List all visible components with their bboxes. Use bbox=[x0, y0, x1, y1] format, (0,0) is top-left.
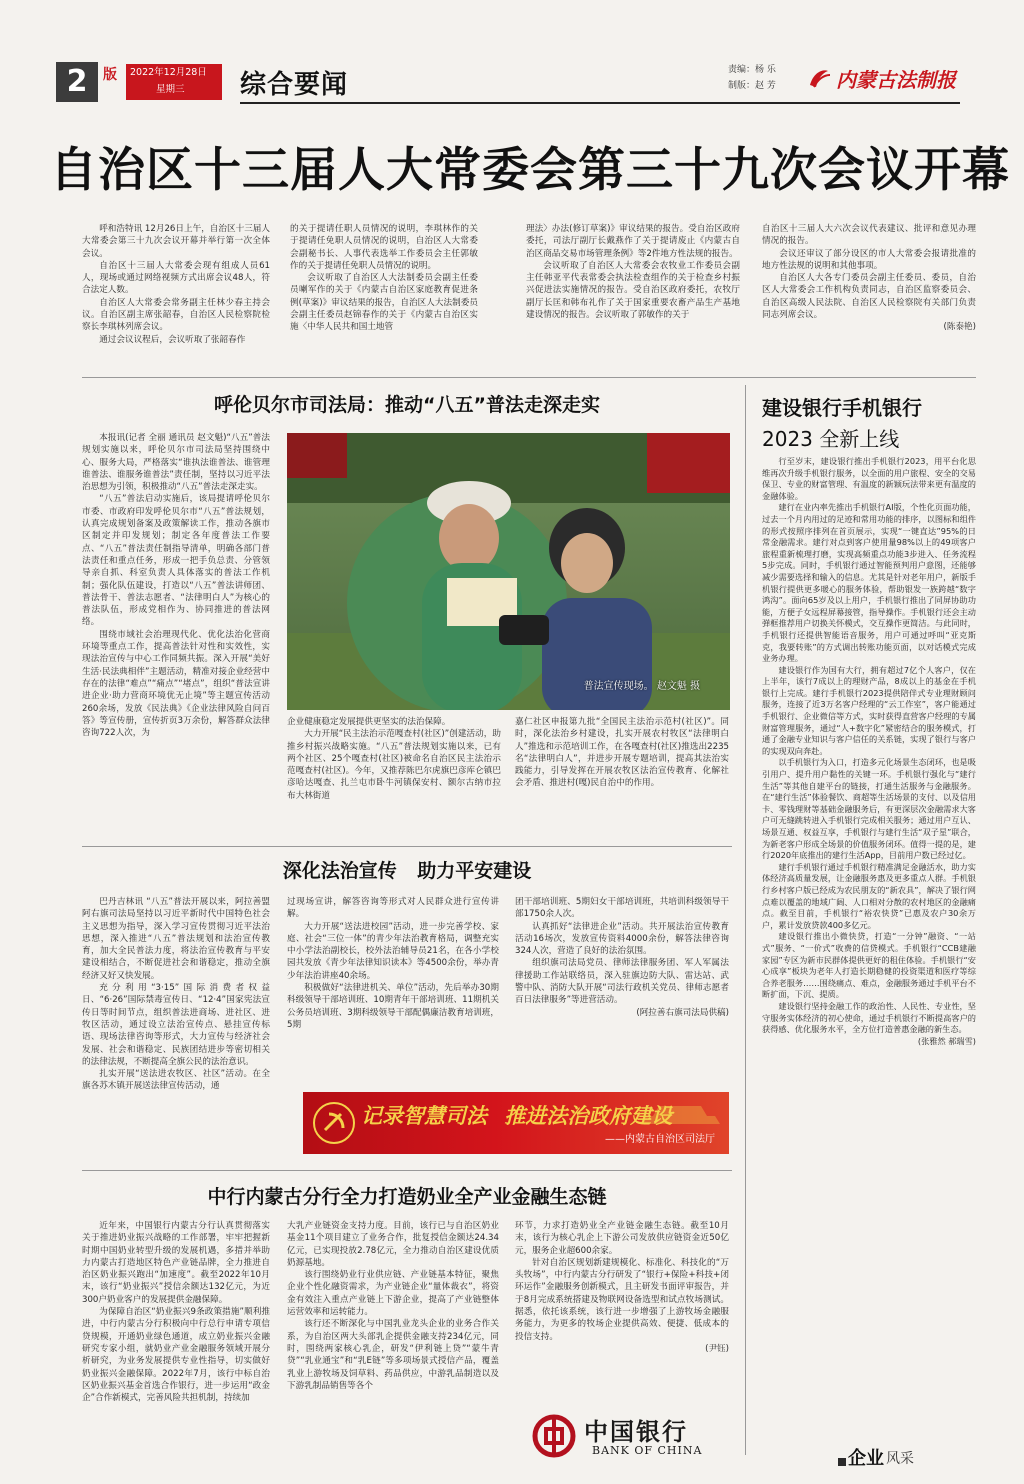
article3-para: 组织旗司法局党员、律师法律服务团、军人军属法律援助工作站联络员，深入驻旗边防大队、雷达站、武警中队、消防大队开展“司法行政机关党员、律师志愿者百日法律服务”等进营活动。 bbox=[515, 958, 729, 1006]
sidebar-headline-line-1: 建设银行手机银行 bbox=[762, 396, 922, 420]
lead-col-4 bbox=[762, 223, 976, 334]
sidebar-body bbox=[762, 456, 976, 1047]
article4-para: 环节，力求打造奶业全产业链金融生态链。截至10月末，该行为核心乳企上下游公司发放供应链资金近50亿元，服务企业超600余家。 bbox=[515, 1221, 729, 1256]
article2-col-2 bbox=[287, 716, 501, 802]
sidebar-signature: (张雅然 郝瑞雪) bbox=[917, 1035, 976, 1046]
banner-org: ——内蒙古自治区司法厅 bbox=[605, 1134, 715, 1145]
article2-col-1 bbox=[82, 432, 270, 739]
boc-name-cn: 中国银行 bbox=[584, 1417, 688, 1446]
paper-logo bbox=[806, 62, 956, 94]
bank-of-china-icon bbox=[532, 1414, 576, 1458]
article4-para: 近年来，中国银行内蒙古分行认真贯彻落实关于推进奶业振兴战略的工作部署，牢牢把握新时期中国奶业转型升级的发展机遇，多措并举助力内蒙古打造地区特色产业链品牌，全力推进自治区奶业振兴跑出“加速度”。截至2022年10月末，该行“奶业振兴”授信余额达132亿元，为近300户奶业客户的发展提供金融保障。 bbox=[82, 1221, 270, 1305]
lead-headline: 自治区十三届人大常委会第三十九次会议开幕 bbox=[50, 143, 1010, 198]
section-name: 综合要闻 bbox=[240, 70, 349, 100]
article2-para: 围绕市域社会治理现代化、优化法治化营商环境等重点工作，提高普法针对性和实效性，实现法治宣传与中心工作同频共振。深入开展“美好生活·民法典相伴”主题活动，精准对接企业经营中存在的法律“难点”“痛点”“堵点”，组织“普法宣讲进企业·助力营商环境优无止境”等主题宣传活动260余场，发放《民法典》《企业法律风险自问百答》等宣传册，宣传折页3万余份，解答群众法律咨询722人次，为 bbox=[82, 629, 270, 739]
boc-name-en: BANK OF CHINA bbox=[592, 1444, 703, 1457]
sidebar-headline-line-2: 2023 全新上线 bbox=[762, 427, 900, 451]
tag-light: 风采 bbox=[886, 1451, 914, 1467]
paper-logo-icon bbox=[806, 65, 832, 91]
article4-col-3 bbox=[515, 1220, 729, 1355]
article2-para: 嘉仁社区申报第九批“全国民主法治示范村(社区)”。同时，深化法治乡村建设，扎实开展农村牧区“法律明白人”推选和示范培训工作，在各嘎查村(社区)推选出2235名“法律明白人”，并进步开展专题培训，提高其法治实践能力，引导发挥在开展农牧区法治宣传教育、化解社会矛盾、推进村(嘎)民自治中的作用。 bbox=[515, 717, 729, 789]
paper-name: 内蒙古法制报 bbox=[836, 68, 956, 92]
photo-illustration bbox=[287, 433, 730, 710]
article3-para: 扎实开展“送法进农牧区、社区”活动。在全旗各苏木镇开展送法律宣传活动，通 bbox=[82, 1069, 270, 1092]
page-number-box bbox=[56, 62, 98, 102]
lead-para: 会议还审议了部分设区的市人大常委会报请批准的地方性法规的说明和其他事项。 bbox=[762, 248, 976, 271]
article2-para: 本报讯(记者 全丽 通讯员 赵文魁)“八五”普法规划实施以来，呼伦贝尔市司法局坚持围绕中心、服务大局，严格落实“谁执法谁普法、谁管理谁普法、谁服务谁普法”责任制，坚持以习近平法治思想为引领，积极推动“八五”普法走深走实。 bbox=[82, 433, 270, 493]
article3-col-1 bbox=[82, 896, 270, 1093]
banner-slogan: 记录智慧司法 推进法治政府建设 bbox=[361, 1104, 673, 1128]
article3-para: 过现场宣讲，解答咨询等形式对人民群众进行宣传讲解。 bbox=[287, 897, 499, 920]
article3-para: 大力开展“送法进校园”活动，进一步完善学校、家庭、社会“三位一体”的青少年法治教育格局，调整充实中小学法治副校长，校外法治辅导员21名，在各小学校园共发放《青少年法律知识读本》等4500余份，举办青少年法治讲座40余场。 bbox=[287, 921, 499, 981]
page-number: 2 bbox=[66, 64, 88, 99]
section-tag bbox=[838, 1444, 978, 1474]
tiananmen-icon bbox=[635, 1094, 725, 1134]
article2-para: 大力开展“民主法治示范嘎查村(社区)”创建活动，助推乡村振兴战略实施。“八五”普法规划实施以来，已有两个社区、25个嘎查村(社区)被命名自治区民主法治示范嘎查村(社区)。今年，又推荐陈巴尔虎旗巴彦库仑镇巴彦哈达嘎查、扎兰屯市卧牛河镇保安村、额尔古纳市拉布大林街道 bbox=[287, 729, 501, 801]
article3-signature: (阿拉善右旗司法局供稿) bbox=[636, 1007, 729, 1018]
masthead bbox=[0, 60, 1024, 110]
sidebar-headline bbox=[762, 392, 976, 452]
lead-para: 会议听取了自治区人大常委会农牧业工作委员会副主任韩亚平代表常委会执法检查组作的关于检查乡村振兴促进法实施情况的报告。受自治区政府委托，农牧厅副厅长匡和韩布礼作了关于国家重要农畜产品生产基地建设情况的报告。会议听取了郭敏作的关于 bbox=[526, 260, 740, 321]
boc-logo bbox=[532, 1412, 732, 1462]
article2-photo bbox=[287, 433, 730, 710]
article3-para: 充分利用“3·15”国际消费者权益日、“6·26”国际禁毒宣传日、“12·4”国家宪法宣传日等时间节点，组织普法进商场、进社区、进牧区活动，通过设立法治宣传点、悬挂宣传标语、现场法律咨询等形式，大力宣传与经济社会发展、社会和谐稳定、民族团结进步等密切相关的法律法规，不断提高全旗公民的法治意识。 bbox=[82, 983, 270, 1067]
issue-date-block bbox=[126, 64, 222, 100]
article3-para: 积极做好“法律进机关、单位”活动，先后举办30期科级领导干部培训班、10期青年干部培训班、11期机关公务员培训班、3期科级领导干部配偶廉洁教育培训班，5期 bbox=[287, 983, 499, 1030]
issue-date: 2022年12月28日 bbox=[130, 67, 207, 78]
column-rule bbox=[745, 385, 746, 1455]
divider bbox=[82, 1170, 732, 1171]
masthead-rule bbox=[240, 102, 960, 104]
article2-para: “八五”普法启动实施后，该局提请呼伦贝尔市委、市政府印发呼伦贝尔市“八五”普法规划，认真完成规划备案及政策解读工作，推动各旗市区制定并印发规划；制定各年度普法工作要点、“八五”普法责任制指导清单，明确各部门普法责任和重点任务，形成一把手负总责、分管领导亲自抓、科室负责人具体落实的普法工作机制；强化队伍建设，打造以“八五”普法讲师团、普法骨干、普法志愿者、“法律明白人”为核心的普法队伍，形成党相作为、协同推进的普法网络。 bbox=[82, 494, 270, 628]
tag-bold: 企业 bbox=[848, 1448, 884, 1469]
article4-headline: 中行内蒙古分行全力打造奶业全产业金融生态链 bbox=[207, 1186, 607, 1208]
article4-para: 该行还不断深化与中国乳业龙头企业的业务合作关系，为自治区两大头部乳企提供金融支持234亿元，同时，围绕两家核心乳企，研发“伊利链上贷”“蒙牛青贷”“乳业通宝”和“乳E链”等多项场景式授信产品，覆盖乳业上游牧场及饲草料、药品供应，中游乳品制造以及下游乳制品销售等各个 bbox=[287, 1319, 499, 1391]
sidebar-para: 建行手机银行通过手机银行精准满足金融活水，助力实体经济高质量发展，让金融服务惠及更多重点人群。手机银行乡村客户版已经成为农民朋友的“新农具”，解决了银行网点难以覆盖的地域广阔、人口相对分散的农村地区的金融痛点。截至目前，手机银行“裕农快贷”已惠及农户30余万户，累计发放贷款400多亿元。 bbox=[762, 861, 976, 930]
article3-col-3 bbox=[515, 896, 729, 1019]
lead-col-2 bbox=[290, 223, 478, 334]
article3-para: 认真抓好“法律进企业”活动。共开展法治宣传教育活动16场次，发放宣传资料4000余份，解答法律咨询324人次，营造了良好的法治氛围。 bbox=[515, 921, 729, 957]
article3-col-2 bbox=[287, 896, 499, 1031]
lead-signature: (陈泰艳) bbox=[943, 322, 976, 333]
issue-weekday: 星期三 bbox=[156, 84, 185, 95]
article3-headline: 深化法治宣传 助力平安建设 bbox=[282, 860, 532, 882]
article4-para: 为保障自治区“奶业振兴9条政策措施”顺利推进，中行内蒙古分行积极向中行总行申请专项信贷规模，开通奶业绿色通道，成立奶业振兴金融研究专家小组，就奶业产业金融服务领域开展分析研究，为业务发展提供专业性指导，切实做好奶业振兴金融保障。2022年7月，该行中标自治区奶业振兴基金首选合作银行，进一步运用“政金企”合作新模式，完善风险共担机制，持续加 bbox=[82, 1307, 270, 1404]
article4-para: 针对自治区规划新建规模化、标准化、科技化的“万头牧场”，中行内蒙古分行研发了“银行+保险+科技+闭环运作”金融服务创新模式，且主研发书面评审报告，并于8月完成系统搭建及物联网设备选型和试点牧场测试。据悉，依托该系统，该行进一步增强了上游牧场金融服务能力，为更多的牧场企业提供高效、便捷、低成本的投信支持。 bbox=[515, 1257, 729, 1342]
article2-para: 企业健康稳定发展提供更坚实的法治保障。 bbox=[287, 717, 451, 727]
sidebar-para: 以手机银行为入口，打造多元化场景生态闭环，也是吸引用户、提升用户黏性的关键一环。手机银行强化与“建行生活”等其他自建平台的链接，打通生活服务与金融服务。在“建行生活”体验餐饮、商超等生活场景的支付、以及信用卡、零钱理财等基础金融服务后，有更深层次金融需求大客户可无缝跳转进入手机银行完成相关服务；通过用户互认、场景互通、权益互享，手机银行与建行生活“双子星”联合，为新老客户形成全场景的价值服务闭环。值得一提的是，建行2020年底推出的建行生活App，目前用户数已经过亿。 bbox=[762, 757, 976, 861]
divider bbox=[82, 846, 732, 847]
lead-col-3 bbox=[526, 223, 740, 321]
divider bbox=[82, 377, 976, 378]
producer-credit: 制版：赵 芳 bbox=[728, 81, 776, 91]
page-ban: 版 bbox=[103, 67, 117, 83]
article3-para: 巴丹吉林讯 “八五”普法开展以来，阿拉善盟阿右旗司法局坚持以习近平新时代中国特色社会主义思想为指导，深入学习宣传贯彻习近平法治思想，深入推进“八五”普法规划和法治宣传教育，加大全民普法力度，将法治宣传教育与平安建设相结合，不断促进社会和谐稳定，推动全旗经济又好又快发展。 bbox=[82, 897, 270, 981]
lead-para: 呼和浩特讯 12月26日上午，自治区十三届人大常委会第三十九次会议开幕并举行第一次全体会议。 bbox=[82, 224, 270, 259]
sidebar-para: 建设银行作为国有大行，拥有超过7亿个人客户，仅在上半年，该行7成以上的理财产品，8成以上的基金在手机银行上完成。建行手机银行2023提供陪伴式专业理财顾问服务，连接了近3万名客户经理的“云工作室”，客户能通过手机银行、企业微信等方式，实时获得直营客户经理的专属财富管理服务，通过“人+数字化”紧密结合的服务模式，打通了金融专业知识与客户信任的关系链，实现了银行与客户的实现双向奔赴。 bbox=[762, 664, 976, 756]
lead-para: 的关于提请任职人员情况的说明，李琪林作的关于提请任免职人员情况的说明，自治区人大常委会副秘书长、人事代表选举工作委员会主任郭敏作的关于提请任免职人员情况的说明。 bbox=[290, 224, 478, 271]
photo-caption: 普法宣传现场。 赵文魁 摄 bbox=[583, 681, 700, 692]
lead-para: 会议听取了自治区人大法制委员会副主任委员喇军作的关于《内蒙古自治区家庭教育促进条例(草案)》审议结果的报告，自治区人大法制委员会副主任委员赵锦春作的关于《内蒙古自治区实施〈中华人民共和国土地管 bbox=[290, 273, 478, 333]
lead-para: 自治区十三届人大常委会现有组成人员61人，现场或通过网络视频方式出席会议48人，符合法定人数。 bbox=[82, 260, 270, 296]
article2-col-3 bbox=[515, 716, 729, 790]
lead-para: 自治区人大常委会常务副主任林少春主持会议。自治区副主席张韶春，自治区人民检察院检察长李琪林列席会议。 bbox=[82, 297, 270, 333]
lead-para: 理法〉办法(修订草案)》审议结果的报告。受自治区政府委托，司法厅副厅长戴燕作了关于提请废止《内蒙古自治区商品交易市场管理条例》等2件地方性法规的报告。 bbox=[526, 224, 740, 259]
lead-para: 自治区十三届人大六次会议代表建议、批评和意见办理情况的报告。 bbox=[762, 224, 976, 247]
lead-para: 自治区人大各专门委员会副主任委员、委员，自治区人大常委会工作机构负责同志，自治区监察委员会、自治区高级人民法院、自治区人民检察院有关部门负责同志列席会议。 bbox=[762, 273, 976, 321]
article2-headline: 呼伦贝尔市司法局：推动“八五”普法走深走实 bbox=[214, 394, 600, 416]
article3-para: 团干部培训班、5期妇女干部培训班，共培训科级领导干部1750余人次。 bbox=[515, 897, 729, 920]
promo-banner bbox=[303, 1092, 729, 1154]
sidebar-para: 建设银行坚持金融工作的政治性、人民性、专业性，坚守服务实体经济的初心使命，通过手机银行不断提高客户的获得感、优化服务水平，全方位打造普惠金融的新生态。 bbox=[762, 1000, 976, 1035]
article4-col-1 bbox=[82, 1220, 270, 1404]
lead-col-1 bbox=[82, 223, 270, 346]
article4-para: 该行围绕奶业行业供应链、产业链基本特征，聚焦企业个性化融资需求，为产业链企业“量体裁衣”，将资金有效注入重点产业链上下游企业，提高了产业链整体运营效率和运转能力。 bbox=[287, 1270, 499, 1318]
article4-signature: (尹钰) bbox=[705, 1343, 729, 1354]
sidebar-para: 建设银行推出小微快贷，打造“一分钟”融资、“一站式”服务、“一价式”收费的信贷模式。手机银行“CCB建融家园”专区为新市民群体提供更好的租住体验。手机银行“安心成享”板块为老年人打造长期稳健的投资渠道和医疗等综合养老服务……围绕痛点、难点，金融服务通过手机平台不断扩面，下沉、提质。 bbox=[762, 931, 976, 1000]
article4-col-2 bbox=[287, 1220, 499, 1392]
sidebar-para: 行至岁末，建设银行推出手机银行2023，用平台化思维再次升级手机银行服务，以全面的用户旅程、安全的交易保卫、专业的财富管理、有温度的新颖玩法带来更有温度的金融体验。 bbox=[762, 456, 976, 501]
editor-credit: 责编：杨 乐 bbox=[728, 65, 776, 75]
article4-para: 大乳产业链资金支持力度。目前，该行已与自治区奶业基金11个项目建立了业务合作，批复授信金额达24.34亿元，已实现投放2.78亿元，全力推动自治区建设优质奶源基地。 bbox=[287, 1221, 499, 1268]
lead-para: 通过会议议程后，会议听取了张韶春作 bbox=[99, 334, 246, 345]
party-emblem-icon bbox=[311, 1100, 357, 1146]
tag-rule bbox=[838, 1458, 846, 1466]
sidebar-para: 建行在业内率先推出手机银行AI版，个性化页面功能，过去一个月内用过的足迹和常用功能的排序，以图标和组件的形式按照序排列在首页展示，实现“一键直达”95%的日常金融需求。建行对点到客户使用量98%以上的49项客户旅程重新梳理打磨，实现高频重点功能3步进入、任务流程5步完成。同时，手机银行通过智能预判用户意图，还能够减少需要选择和输入的信息。尤其是针对老年用户，新版手机银行提供更多暖心的服务体验，帮助银发一族跨越“数字鸿沟”。面向65岁及以上用户，手机银行推出了同屏协助功能，方便子女远程屏幕接管，指导操作。手机银行还会主动弹框推荐用户切换关怀模式，交互操作更简洁。与此同时，手机银行还提供智能语音服务，用户可通过呼叫“亚克斯克，我要转账”的方式调出转账功能页面，以对话模式完成业务办理。 bbox=[762, 502, 976, 664]
